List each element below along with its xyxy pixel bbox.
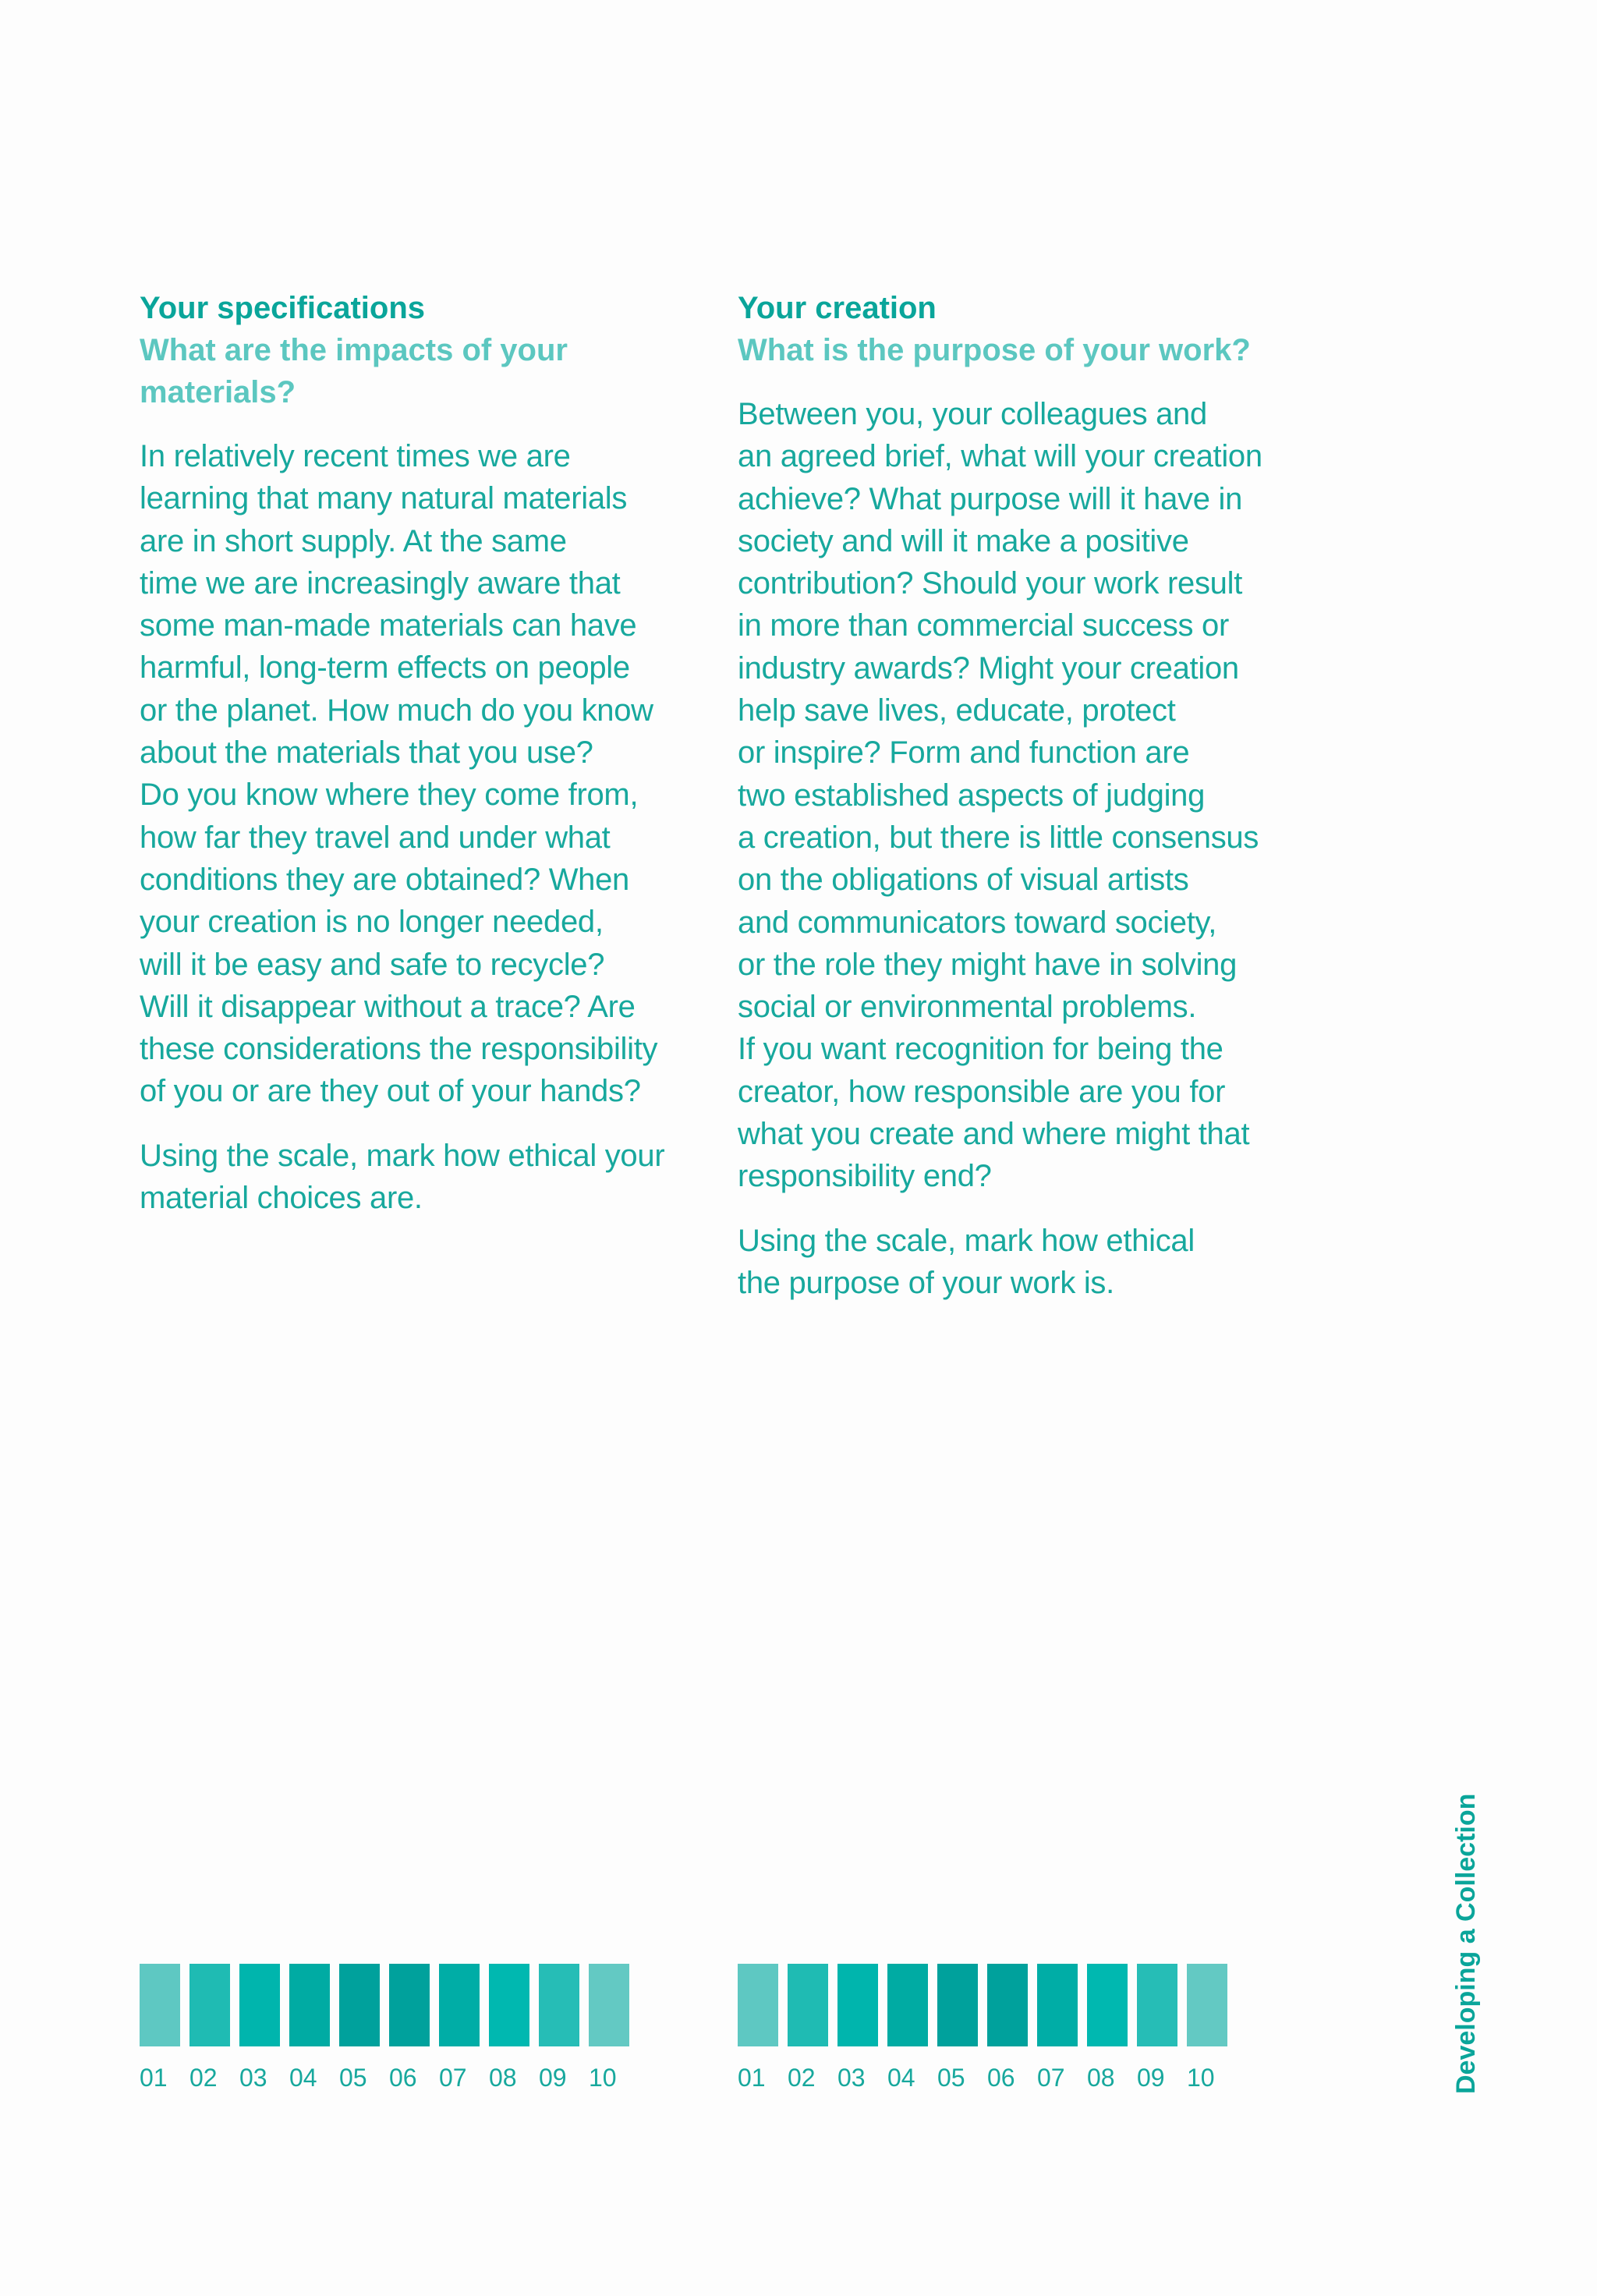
scale-cell-04[interactable]: [289, 1964, 330, 2046]
body-line: Do you know where they come from,: [140, 778, 639, 813]
body-line: industry awards? Might your creation: [738, 650, 1239, 686]
scale-number: 10: [1187, 2064, 1215, 2092]
scale-number: 06: [987, 2064, 1015, 2092]
body-line: on the obligations of visual artists: [738, 863, 1189, 898]
scale-cell-08[interactable]: [1087, 1964, 1128, 2046]
specifications-instruction: [140, 1135, 701, 1220]
scale-number: 07: [1037, 2064, 1065, 2092]
body-line: or the planet. How much do you know: [140, 693, 653, 728]
body-line: in more than commercial success or: [738, 608, 1230, 643]
scale-number: 02: [189, 2064, 218, 2092]
body-line: In relatively recent times we are: [140, 439, 571, 473]
scale-number: 05: [937, 2064, 965, 2092]
instruction-line: the purpose of your work is.: [738, 1265, 1114, 1300]
scale-number: 09: [539, 2064, 567, 2092]
creation-instruction: [738, 1220, 1299, 1305]
body-line: time we are increasingly aware that: [140, 565, 621, 601]
creation-section: [738, 287, 1299, 1304]
scale-cell-08[interactable]: [489, 1964, 529, 2046]
scale-number: 04: [887, 2064, 915, 2092]
specifications-scale: [140, 1964, 629, 2093]
instruction-line: material choices are.: [140, 1181, 423, 1216]
specifications-body: [140, 435, 701, 1113]
scale-cells: [738, 1964, 1227, 2046]
scale-cell-03[interactable]: [239, 1964, 280, 2046]
body-line: learning that many natural materials: [140, 481, 628, 516]
scale-cells: [140, 1964, 629, 2046]
scale-number: 02: [788, 2064, 816, 2092]
body-line: or the role they might have in solving: [738, 947, 1238, 982]
scale-number: 06: [389, 2064, 417, 2092]
scale-number: 03: [837, 2064, 866, 2092]
body-line: and communicators toward society,: [738, 905, 1217, 940]
body-line: will it be easy and safe to recycle?: [140, 947, 605, 982]
scale-cell-07[interactable]: [439, 1964, 480, 2046]
scale-cell-02[interactable]: [189, 1964, 230, 2046]
body-line: conditions they are obtained? When: [140, 862, 630, 897]
specifications-question: [140, 329, 701, 413]
creation-scale: [738, 1964, 1227, 2093]
body-line: If you want recognition for being the: [738, 1032, 1223, 1067]
body-line: responsibility end?: [738, 1159, 992, 1194]
scale-number: 01: [140, 2064, 168, 2092]
scale-number: 01: [738, 2064, 766, 2092]
scale-number: 03: [239, 2064, 267, 2092]
creation-body: [738, 393, 1299, 1198]
section-label: Developing a Collection: [1451, 1793, 1481, 2094]
scale-number: 09: [1137, 2064, 1165, 2092]
body-line: Will it disappear without a trace? Are: [140, 989, 636, 1024]
creation-title: Your creation: [738, 291, 937, 325]
scale-cell-01[interactable]: [140, 1964, 180, 2046]
body-line: an agreed brief, what will your creation: [738, 439, 1262, 474]
scale-cell-05[interactable]: [937, 1964, 978, 2046]
scale-cell-06[interactable]: [389, 1964, 430, 2046]
body-line: or inspire? Form and function are: [738, 735, 1190, 771]
body-line: two established aspects of judging: [738, 778, 1206, 813]
scale-cell-07[interactable]: [1037, 1964, 1078, 2046]
question-line: What are the impacts of your: [140, 333, 568, 367]
scale-number: 08: [489, 2064, 517, 2092]
body-line: a creation, but there is little consensus: [738, 820, 1259, 855]
body-line: some man-made materials can have: [140, 608, 637, 643]
scale-number: 08: [1087, 2064, 1115, 2092]
body-line: harmful, long-term effects on people: [140, 650, 630, 686]
instruction-line: Using the scale, mark how ethical your: [140, 1138, 665, 1173]
specifications-section: [140, 287, 701, 1219]
scale-cell-04[interactable]: [887, 1964, 928, 2046]
creation-question: [738, 329, 1299, 371]
question-line: materials?: [140, 375, 296, 409]
body-line: what you create and where might that: [738, 1117, 1250, 1152]
scale-number: 05: [339, 2064, 367, 2092]
body-line: Between you, your colleagues and: [738, 397, 1207, 431]
body-line: creator, how responsible are you for: [738, 1074, 1226, 1109]
scale-cell-09[interactable]: [539, 1964, 579, 2046]
body-line: social or environmental problems.: [738, 990, 1197, 1025]
scale-cell-03[interactable]: [837, 1964, 878, 2046]
scale-number: 04: [289, 2064, 317, 2092]
scale-cell-09[interactable]: [1137, 1964, 1177, 2046]
body-line: help save lives, educate, protect: [738, 693, 1176, 728]
scale-cell-02[interactable]: [788, 1964, 828, 2046]
scale-cell-06[interactable]: [987, 1964, 1028, 2046]
body-line: achieve? What purpose will it have in: [738, 481, 1243, 516]
body-line: contribution? Should your work result: [738, 566, 1243, 601]
body-line: of you or are they out of your hands?: [140, 1074, 641, 1109]
scale-numbers: [140, 2062, 629, 2093]
scale-cell-10[interactable]: [1187, 1964, 1227, 2046]
scale-number: 07: [439, 2064, 467, 2092]
scale-numbers: [738, 2062, 1227, 2093]
scale-cell-01[interactable]: [738, 1964, 778, 2046]
instruction-line: Using the scale, mark how ethical: [738, 1223, 1195, 1258]
body-line: society and will it make a positive: [738, 523, 1189, 558]
body-line: these considerations the responsibility: [140, 1032, 658, 1067]
body-line: about the materials that you use?: [140, 735, 593, 771]
question-line: What is the purpose of your work?: [738, 333, 1251, 367]
specifications-title: Your specifications: [140, 291, 426, 325]
scale-cell-10[interactable]: [589, 1964, 629, 2046]
body-line: are in short supply. At the same: [140, 523, 567, 558]
scale-number: 10: [589, 2064, 617, 2092]
body-line: your creation is no longer needed,: [140, 905, 604, 940]
scale-cell-05[interactable]: [339, 1964, 380, 2046]
body-line: how far they travel and under what: [140, 820, 611, 855]
